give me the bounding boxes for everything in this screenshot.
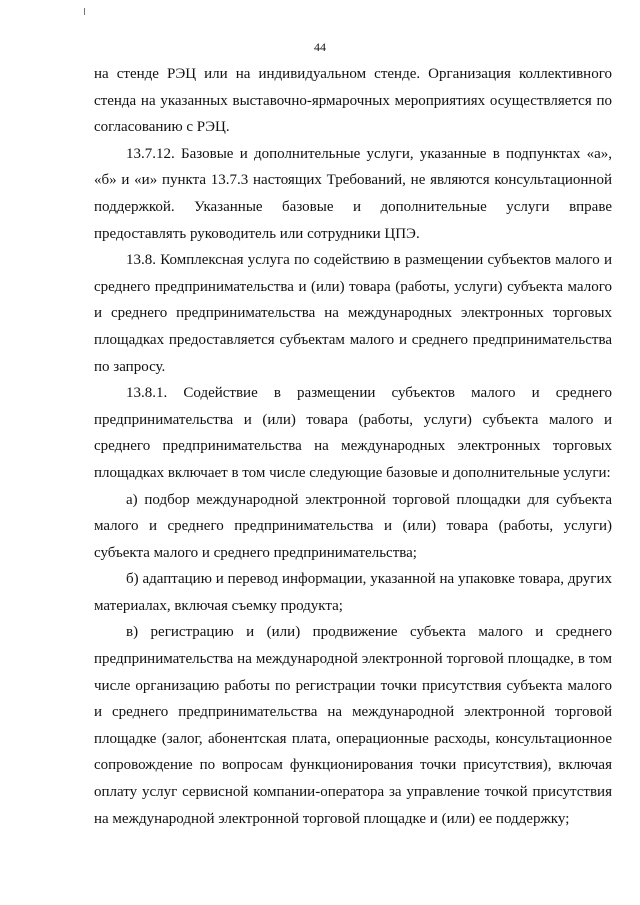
paragraph-4: 13.8.1. Содействие в размещении субъектов малого и среднего предпринимательства и (или) товара (работы, услуги) субъекта малого и среднего предпринимательства на международных электронных торговых площадках включает в том числе следующие базовые и дополнительные услуги:: [94, 385, 612, 481]
paragraph-5: а) подбор международной электронной торговой площадки для субъекта малого и среднего предпринимательства и (или) товара (работы, услуги) субъекта малого и среднего предпринимательства;: [94, 491, 612, 561]
paragraph-1: на стенде РЭЦ или на индивидуальном стенде. Организация коллективного стенда на указанных выставочно-ярмарочных мероприятиях осуществляется по согласованию с РЭЦ.: [94, 66, 612, 136]
paragraph-3: 13.8. Комплексная услуга по содействию в размещении субъектов малого и среднего предпринимательства и (или) товара (работы, услуги) субъекта малого и среднего предпринимательства на международных электронных торговых площадках предоставляется субъектам малого и среднего предпринимательства по запросу.: [94, 252, 612, 375]
scan-mark: [84, 8, 85, 15]
paragraph-2: 13.7.12. Базовые и дополнительные услуги, указанные в подпунктах «а», «б» и «и» пункта 13.7.3 настоящих Требований, не являются консультационной поддержкой. Указанные базовые и дополнительные услуги вправе предоставлять руководитель или сотрудники ЦПЭ.: [94, 145, 612, 242]
page-number: 44: [314, 40, 326, 54]
paragraph-6: б) адаптацию и перевод информации, указанной на упаковке товара, других материалах, включая съемку продукта;: [94, 571, 612, 614]
paragraph-7: в) регистрацию и (или) продвижение субъекта малого и среднего предпринимательства на международной электронной торговой площадке, в том числе организацию работы по регистрации точки присутствия субъекта малого и среднего предпринимательства на международной электронной торговой площадке (залог, абонентская плата, операционные расходы, консультационное сопровождение по вопросам функционирования точки присутствия), включая оплату услуг сервисной компании-оператора за управление точкой присутствия на международной электронной торговой площадке и (или) ее поддержку;: [94, 624, 612, 827]
body-text: [94, 61, 612, 832]
